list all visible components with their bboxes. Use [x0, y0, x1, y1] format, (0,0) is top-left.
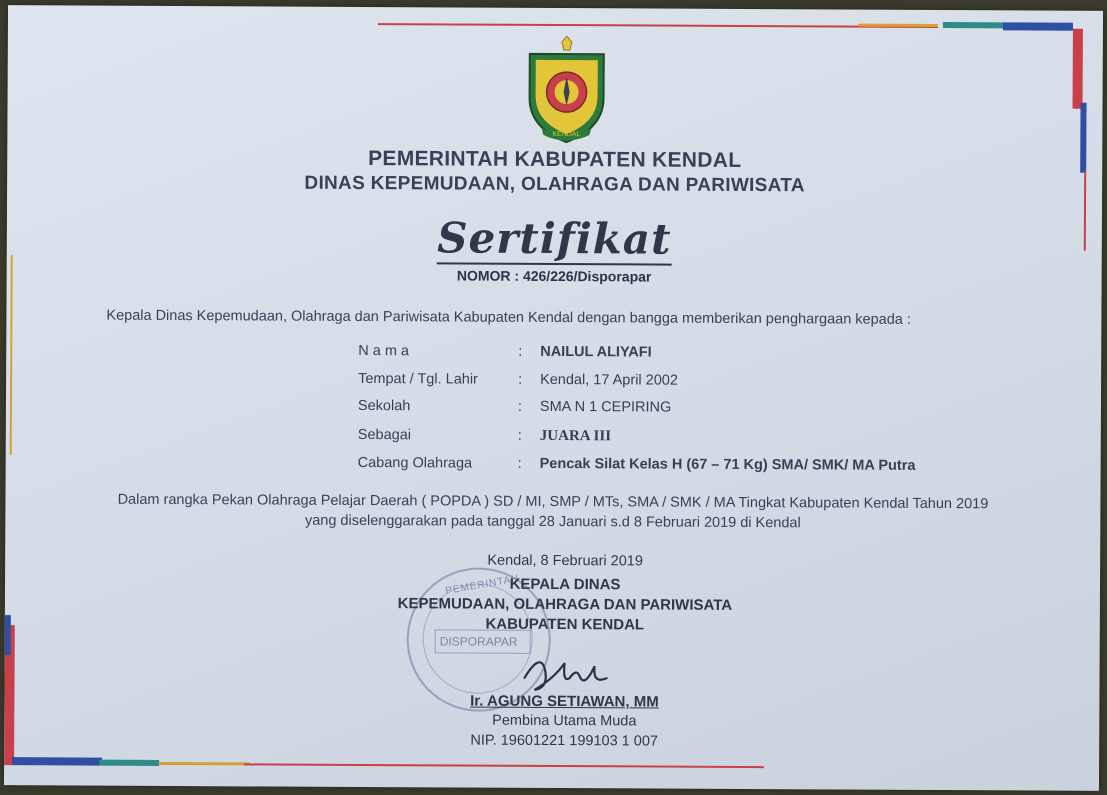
field-cabang-olahraga: [358, 455, 916, 474]
border-stripe-bottom-red: [244, 763, 764, 768]
certificate-title-text: Sertifikat: [437, 213, 672, 264]
field-tempat-tgl-lahir: [358, 371, 678, 389]
signatory-rank: Pembina Utama Muda: [492, 712, 637, 730]
stamp-top-text: PEMERINTAH: [444, 573, 521, 597]
svg-text:KENDAL: KENDAL: [552, 130, 581, 139]
event-paragraph-line-1: Dalam rangka Pekan Olahraga Pelajar Daerah ( POPDA ) SD / MI, SMP / MTs, SMA / SMK / MA Tingkat Kabupaten Kendal Tahun 2019: [117, 491, 989, 513]
field-value: NAILUL ALIYAFI: [540, 343, 652, 361]
header-line-2: DINAS KEPEMUDAAN, OLAHRAGA DAN PARIWISATA: [304, 172, 805, 197]
border-stripe-top-blue: [1003, 22, 1073, 30]
border-stripe-top-teal: [943, 22, 1003, 28]
handwritten-signature-icon: [514, 648, 614, 699]
field-label: Cabang Olahraga: [357, 454, 473, 472]
certificate-title: [7, 211, 1102, 266]
signatory-nip: NIP. 19601221 199103 1 007: [470, 732, 659, 750]
certificate-paper: [4, 5, 1103, 791]
field-sebagai: [358, 427, 611, 445]
border-stripe-left-gold: [10, 255, 13, 455]
border-stripe-right-red: [1073, 29, 1083, 109]
border-stripe-top-red: [378, 23, 938, 28]
signatory-name: Ir. AGUNG SETIAWAN, MM: [470, 692, 659, 711]
signature-role-1: KEPALA DINAS: [509, 575, 621, 594]
border-stripe-top-gold: [858, 24, 938, 27]
field-value: Pencak Silat Kelas H (67 – 71 Kg) SMA/ SMK/ MA Putra: [539, 455, 916, 474]
border-stripe-bottom-teal: [99, 760, 159, 766]
field-sekolah: [358, 398, 671, 416]
border-stripe-bottom-gold: [159, 762, 249, 765]
field-label: Sekolah: [357, 397, 411, 415]
kendal-coat-of-arms-icon: [519, 36, 614, 148]
field-separator: :: [517, 398, 523, 415]
signature-role-3: KABUPATEN KENDAL: [485, 615, 645, 634]
field-nama: [358, 343, 652, 361]
field-value: JUARA III: [539, 427, 612, 445]
field-separator: :: [517, 427, 522, 444]
field-separator: :: [518, 343, 523, 360]
certificate-number: NOMOR : 426/226/Disporapar: [456, 267, 652, 285]
field-label: Sebagai: [357, 426, 412, 444]
field-separator: :: [518, 371, 523, 388]
intro-text: Kepala Dinas Kepemudaan, Olahraga dan Pariwisata Kabupaten Kendal dengan bangga memberikan penghargaan kepada :: [106, 307, 911, 328]
signature-place-date: Kendal, 8 Februari 2019: [487, 552, 643, 570]
header-line-1: PEMERINTAH KABUPATEN KENDAL: [368, 147, 742, 172]
field-value: SMA N 1 CEPIRING: [539, 398, 672, 416]
signature-role-2: KEPEMUDAAN, OLAHRAGA DAN PARIWISATA: [397, 595, 733, 614]
event-paragraph-line-2: yang diselenggarakan pada tanggal 28 Januari s.d 8 Februari 2019 di Kendal: [304, 512, 801, 532]
field-label: Tempat / Tgl. Lahir: [358, 370, 478, 388]
field-separator: :: [517, 455, 522, 472]
field-value: Kendal, 17 April 2002: [540, 371, 678, 389]
field-label: N a m a: [358, 342, 410, 360]
border-stripe-bottom-blue: [12, 757, 102, 765]
stamp-box-text: DISPORAPAR: [435, 629, 531, 654]
